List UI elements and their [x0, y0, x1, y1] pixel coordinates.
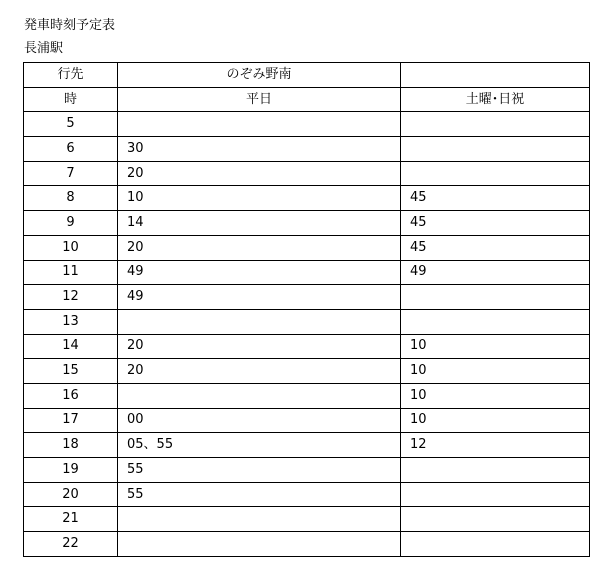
- hour-cell: 19: [24, 458, 118, 483]
- holiday-times-cell: [401, 112, 590, 137]
- hour-cell: 9: [24, 211, 118, 236]
- table-row: [24, 532, 590, 557]
- hour-header: 時: [24, 87, 118, 112]
- header-row-destination: [24, 63, 590, 88]
- table-row: [24, 359, 590, 384]
- table-row: [24, 408, 590, 433]
- table-row: [24, 433, 590, 458]
- hour-cell: 11: [24, 260, 118, 285]
- holiday-times-cell: [401, 532, 590, 557]
- header-row-daytype: [24, 87, 590, 112]
- destination-label: 行先: [24, 63, 118, 88]
- holiday-times-cell: [401, 285, 590, 310]
- table-row: [24, 260, 590, 285]
- station-name: 長浦駅: [24, 41, 64, 56]
- document-title: 発車時刻予定表: [24, 18, 116, 33]
- hour-cell: 14: [24, 334, 118, 359]
- weekday-times-cell: 55: [118, 482, 401, 507]
- weekday-times-cell: 20: [118, 359, 401, 384]
- holiday-times-cell: 10: [401, 359, 590, 384]
- table-row: [24, 383, 590, 408]
- holiday-times-cell: 10: [401, 334, 590, 359]
- weekday-times-cell: [118, 507, 401, 532]
- holiday-times-cell: 10: [401, 383, 590, 408]
- hour-cell: 15: [24, 359, 118, 384]
- hour-cell: 21: [24, 507, 118, 532]
- hour-cell: 13: [24, 309, 118, 334]
- table-row: [24, 458, 590, 483]
- weekday-times-cell: 14: [118, 211, 401, 236]
- holiday-times-cell: [401, 137, 590, 162]
- weekday-times-cell: [118, 532, 401, 557]
- holiday-header: 土曜･日祝: [401, 87, 590, 112]
- table-row: [24, 112, 590, 137]
- weekday-times-cell: 20: [118, 161, 401, 186]
- hour-cell: 16: [24, 383, 118, 408]
- holiday-times-cell: 10: [401, 408, 590, 433]
- hour-cell: 8: [24, 186, 118, 211]
- holiday-times-cell: 45: [401, 186, 590, 211]
- hour-cell: 17: [24, 408, 118, 433]
- weekday-times-cell: 49: [118, 285, 401, 310]
- weekday-times-cell: [118, 309, 401, 334]
- weekday-times-cell: 00: [118, 408, 401, 433]
- table-row: [24, 309, 590, 334]
- hour-cell: 6: [24, 137, 118, 162]
- hour-cell: 22: [24, 532, 118, 557]
- destination-extra: [401, 63, 590, 88]
- weekday-times-cell: 20: [118, 235, 401, 260]
- table-row: [24, 285, 590, 310]
- weekday-times-cell: 05、55: [118, 433, 401, 458]
- weekday-times-cell: 30: [118, 137, 401, 162]
- hour-cell: 18: [24, 433, 118, 458]
- holiday-times-cell: [401, 482, 590, 507]
- hour-cell: 12: [24, 285, 118, 310]
- table-row: [24, 161, 590, 186]
- weekday-times-cell: [118, 383, 401, 408]
- table-row: [24, 186, 590, 211]
- table-row: [24, 235, 590, 260]
- table-row: [24, 507, 590, 532]
- hour-cell: 7: [24, 161, 118, 186]
- holiday-times-cell: [401, 309, 590, 334]
- weekday-times-cell: 10: [118, 186, 401, 211]
- table-row: [24, 334, 590, 359]
- table-row: [24, 482, 590, 507]
- hour-cell: 10: [24, 235, 118, 260]
- destination-name: のぞみ野南: [118, 63, 401, 88]
- hour-cell: 20: [24, 482, 118, 507]
- holiday-times-cell: 49: [401, 260, 590, 285]
- holiday-times-cell: [401, 507, 590, 532]
- holiday-times-cell: 12: [401, 433, 590, 458]
- table-row: [24, 137, 590, 162]
- holiday-times-cell: 45: [401, 211, 590, 236]
- weekday-times-cell: 49: [118, 260, 401, 285]
- weekday-header: 平日: [118, 87, 401, 112]
- weekday-times-cell: 20: [118, 334, 401, 359]
- weekday-times-cell: [118, 112, 401, 137]
- holiday-times-cell: [401, 458, 590, 483]
- weekday-times-cell: 55: [118, 458, 401, 483]
- table-row: [24, 211, 590, 236]
- holiday-times-cell: 45: [401, 235, 590, 260]
- timetable: [23, 62, 590, 557]
- holiday-times-cell: [401, 161, 590, 186]
- hour-cell: 5: [24, 112, 118, 137]
